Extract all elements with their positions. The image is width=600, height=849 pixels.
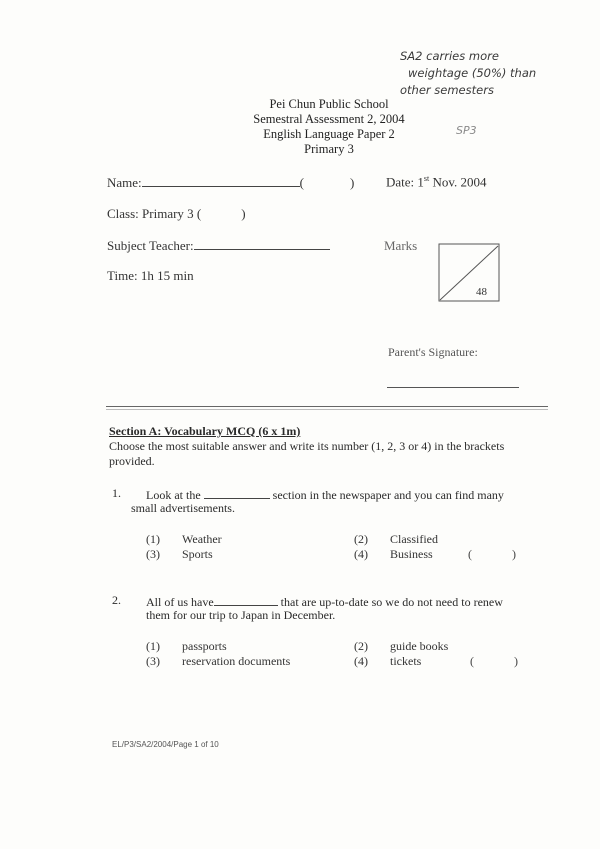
marks-box (438, 243, 500, 303)
assessment-title: Semestral Assessment 2, 2004 (253, 112, 405, 126)
date-label: Date: 1 (386, 174, 424, 190)
name-blank[interactable] (142, 174, 300, 187)
question-1-blank[interactable] (204, 486, 270, 499)
page-footer: EL/P3/SA2/2004/Page 1 of 10 (112, 740, 219, 749)
name-label: Name: (107, 175, 142, 190)
option-text: guide books (390, 639, 449, 653)
option-number: (4) (354, 654, 368, 668)
option-text: Business (390, 547, 433, 561)
option-text: reservation documents (182, 654, 291, 668)
question-2-number: 2. (112, 593, 121, 607)
question-1-text-b: section in the newspaper and you can find many (272, 488, 504, 502)
marks-total: 48 (476, 286, 487, 298)
question-1-answer-open: ( (468, 547, 472, 561)
question-2-answer-close: ) (514, 654, 518, 668)
question-1-answer-close: ) (512, 547, 516, 561)
question-1-text-c: small advertisements. (131, 501, 235, 515)
option-number: (2) (354, 532, 368, 546)
option-number: (3) (146, 654, 160, 668)
name-row (107, 174, 354, 191)
question-2-text-a: All of us have (146, 595, 214, 609)
option-text: Classified (390, 532, 438, 546)
teacher-row (107, 237, 330, 254)
handwritten-note (398, 48, 598, 99)
question-1-answer-box[interactable] (476, 547, 510, 561)
section-instruction: Choose the most suitable answer and write its number (1, 2, 3 or 4) in the brackets provided. (109, 439, 505, 468)
option-number: (1) (146, 532, 160, 546)
question-1-option-2 (354, 532, 438, 547)
question-2-option-4 (354, 654, 422, 669)
question-2-blank[interactable] (214, 593, 278, 606)
teacher-label: Subject Teacher: (107, 238, 194, 253)
option-number: (1) (146, 639, 160, 653)
option-text: tickets (390, 654, 422, 668)
question-1-option-4 (354, 547, 433, 562)
time-label: Time: 1h 15 min (107, 268, 194, 283)
question-2-answer-open: ( (470, 654, 474, 668)
question-1-option-1 (146, 532, 222, 547)
header-separator (106, 406, 548, 407)
level-label: Primary 3 (304, 142, 354, 156)
handwritten-tag: SP3 (456, 124, 477, 137)
signature-line[interactable] (387, 387, 519, 388)
paper-title: English Language Paper 2 (263, 127, 395, 141)
school-name: Pei Chun Public School (269, 97, 389, 111)
question-2-option-2 (354, 639, 449, 654)
option-number: (4) (354, 547, 368, 561)
name-paren-close: ) (350, 175, 355, 190)
question-2-text-c: them for our trip to Japan in December. (146, 608, 336, 622)
marks-box-frame (438, 243, 500, 303)
question-1-number: 1. (112, 486, 121, 500)
question-1-option-3 (146, 547, 213, 562)
handwritten-note-line-2: weightage (50%) than (408, 66, 537, 80)
class-row (107, 206, 246, 222)
question-2-option-1 (146, 639, 227, 654)
question-2-answer-box[interactable] (478, 654, 512, 668)
marks-label: Marks (384, 238, 418, 253)
teacher-blank[interactable] (194, 237, 330, 250)
option-text: Weather (182, 532, 222, 546)
date-superscript: st (423, 174, 430, 183)
signature-label: Parent's Signature: (388, 345, 478, 359)
question-2-option-3 (146, 654, 291, 669)
date-field (386, 174, 487, 190)
name-paren-open: ( (299, 175, 304, 190)
section-title: Section A: Vocabulary MCQ (6 x 1m) (109, 424, 301, 438)
question-2-text-b: that are up-to-date so we do not need to renew (280, 595, 503, 609)
question-1-text-a: Look at the (146, 488, 201, 502)
class-label: Class: Primary 3 ( (107, 206, 202, 221)
date-value: Nov. 2004 (429, 174, 487, 190)
header-separator-shadow (106, 409, 548, 410)
option-text: Sports (182, 547, 213, 561)
option-number: (3) (146, 547, 160, 561)
class-paren-close: ) (241, 206, 246, 221)
option-text: passports (182, 639, 227, 653)
option-number: (2) (354, 639, 368, 653)
handwritten-note-line-1: SA2 carries more (400, 49, 499, 63)
handwritten-note-line-3: other semesters (400, 83, 494, 97)
